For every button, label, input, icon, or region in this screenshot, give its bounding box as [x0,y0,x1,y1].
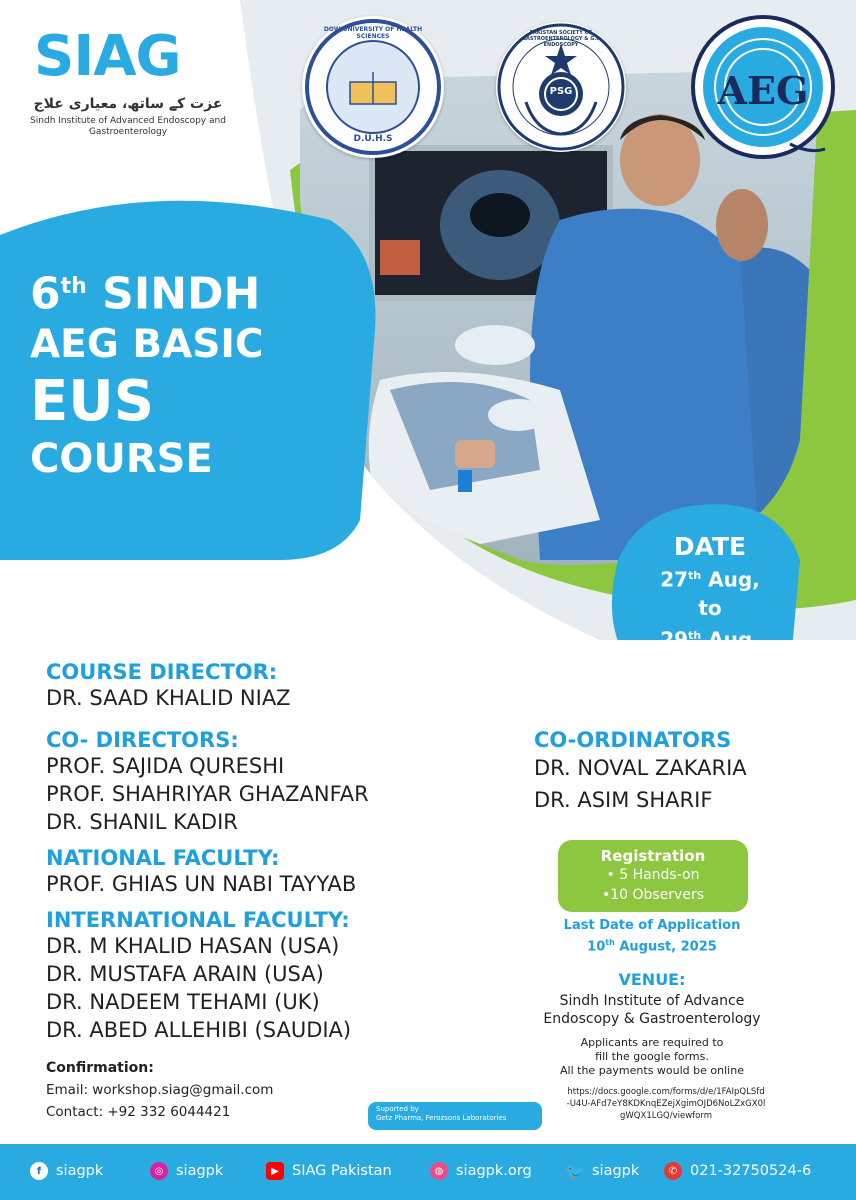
footer-youtube[interactable] [266,1162,392,1180]
psg-seal-text: PAKISTAN SOCIETY OF GASTROENTEROLOGY & G.I. ENDOSCOPY [521,30,601,48]
course-title [30,262,350,484]
last-date [520,917,784,955]
venue-heading: VENUE: [618,970,686,989]
youtube-icon: ▶ [266,1162,284,1180]
application-note-line: fill the google forms. [595,1050,709,1063]
title-line3: EUS [30,368,155,434]
national-faculty-name: PROF. GHIAS UN NABI TAYYAB [46,872,357,896]
footer-phone-label: 021-32750524-6 [690,1163,812,1179]
footer-twitter-label: siagpk [592,1163,640,1179]
confirmation-email[interactable]: Email: workshop.siag@gmail.com [46,1082,274,1098]
date-year: 2025 [682,655,738,680]
last-date-suffix: th [605,938,615,947]
venue-line: Endoscopy & Gastroenterology [543,1011,761,1027]
footer-facebook[interactable] [30,1162,103,1180]
psg-seal [496,22,626,152]
course-director-name: DR. SAAD KHALID NIAZ [46,686,291,710]
dribbble-icon: ◍ [430,1162,448,1180]
title-line4: COURSE [30,435,213,482]
siag-logo [28,22,228,147]
application-note [520,1036,784,1078]
international-faculty-heading: INTERNATIONAL FACULTY: [46,908,350,932]
title-line2: AEG BASIC [30,321,264,367]
sponsor-names: Getz Pharma, Ferozsons Laboratories [376,1114,507,1122]
duhs-seal-text: DOW UNIVERSITY OF HEALTH SCIENCES [323,26,423,40]
co-directors-heading: CO- DIRECTORS: [46,728,239,752]
registration-box [558,840,748,912]
duhs-abbr: D.U.H.S [353,134,393,144]
coordinator-name: DR. ASIM SHARIF [534,788,713,812]
footer-instagram[interactable] [150,1162,223,1180]
siag-full-name: Sindh Institute of Advanced Endoscopy and Gastroenterology [30,116,226,137]
siag-logo-text: SIAG [34,24,181,89]
duhs-seal [302,16,444,158]
international-faculty-name: DR. ABED ALLEHIBI (SAUDIA) [46,1018,352,1042]
registration-item: • 5 Hands-on [606,867,700,883]
footer-youtube-label: SIAG Pakistan [292,1163,392,1179]
course-director-heading: COURSE DIRECTOR: [46,660,278,684]
title-line1: SINDH [102,268,261,320]
last-date-label: Last Date of Application [563,918,741,933]
registration-item: •10 Observers [601,887,705,903]
google-form-link[interactable]: https://docs.google.com/forms/d/e/1FAIpQLSfd-U4U-AFd7eY8KDKnqEZejXgimOJD6NoLZxGX0lgWQX1LGQ/viewform [566,1087,766,1121]
title-number-suffix: th [60,274,87,299]
date-start-day: 27 [660,567,689,592]
application-note-line: Applicants are required to [580,1036,724,1049]
footer-instagram-label: siagpk [176,1163,224,1179]
aeg-logo-text: AEG [717,68,809,113]
footer-twitter[interactable] [566,1162,639,1180]
confirmation-heading: Confirmation: [46,1060,154,1076]
date-start-suffix: th [688,569,702,582]
footer-bar [0,1144,856,1200]
coordinator-name: DR. NOVAL ZAKARIA [534,756,747,780]
date-label: DATE [673,532,747,561]
sponsor-label: Suported by [376,1105,419,1113]
footer-phone[interactable] [664,1162,811,1180]
co-director-name: DR. SHANIL KADIR [46,810,238,834]
psg-abbr: PSG [549,86,573,97]
date-start-month: Aug, [708,567,760,592]
date-to: to [698,595,722,620]
confirmation-contact: Contact: +92 332 6044421 [46,1104,231,1120]
footer-website[interactable] [430,1162,532,1180]
registration-title: Registration [600,847,706,865]
footer-facebook-label: siagpk [56,1163,104,1179]
course-date [630,532,790,681]
sponsor-badge [368,1102,542,1130]
date-end-day: 29 [660,627,689,652]
twitter-icon: 🐦 [565,1161,585,1181]
date-end-suffix: th [688,628,702,642]
coordinators-heading: CO-ORDINATORS [534,728,732,752]
facebook-icon: f [30,1162,48,1180]
international-faculty-name: DR. NADEEM TEHAMI (UK) [46,990,320,1014]
last-date-day: 10 [587,939,606,955]
instagram-icon: ◎ [150,1162,168,1180]
international-faculty-name: DR. M KHALID HASAN (USA) [46,934,340,958]
date-end-month: Aug, [708,627,760,652]
venue-line: Sindh Institute of Advance [559,993,745,1009]
co-director-name: PROF. SHAHRIYAR GHAZANFAR [46,782,369,806]
last-date-rest: August, 2025 [619,939,717,955]
footer-website-label: siagpk.org [456,1163,532,1179]
phone-icon: ✆ [664,1162,682,1180]
national-faculty-heading: NATIONAL FACULTY: [46,846,280,870]
application-note-line: All the payments would be online [560,1064,744,1077]
siag-urdu-tagline: عزت کے ساتھ، معیاری علاج [33,96,223,112]
title-number: 6 [30,268,61,320]
aeg-logo [690,14,836,160]
venue-text [480,992,824,1028]
international-faculty-name: DR. MUSTAFA ARAIN (USA) [46,962,324,986]
co-director-name: PROF. SAJIDA QURESHI [46,754,285,778]
